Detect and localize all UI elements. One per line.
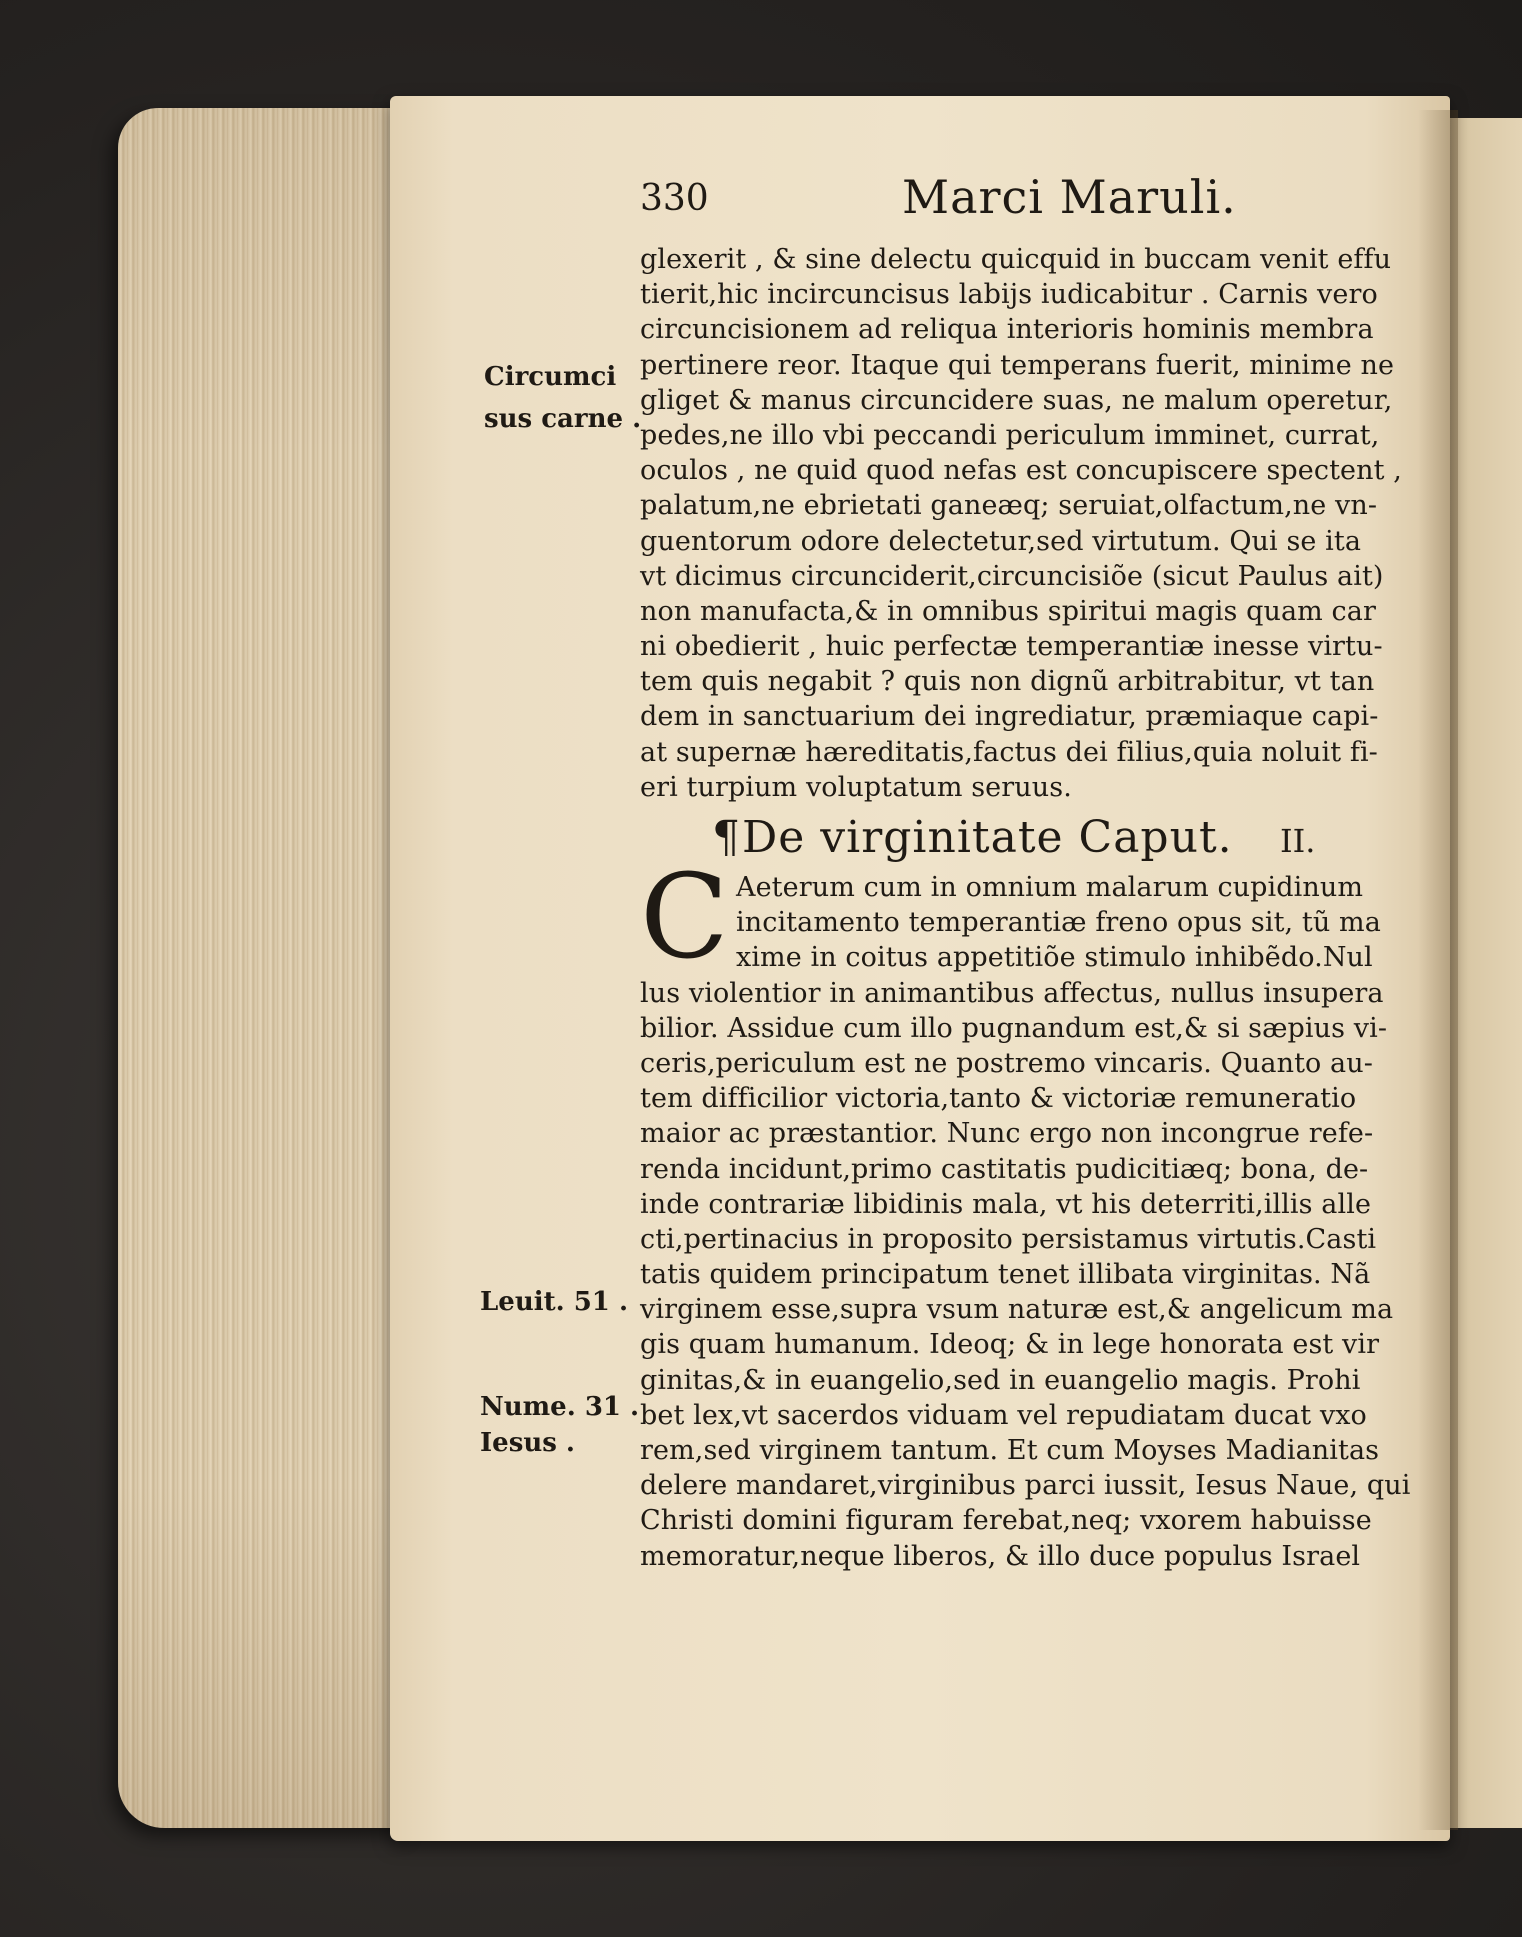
chapter-number: II. bbox=[1280, 822, 1316, 860]
running-head bbox=[640, 170, 1400, 230]
text-line: ginitas,& in euangelio,sed in euangelio magis. Prohi bbox=[640, 1364, 1361, 1396]
text-line: glexerit , & sine delectu quicquid in buccam venit effu bbox=[640, 244, 1392, 275]
text-line: pertinere reor. Itaque qui temperans fuerit, minime ne bbox=[640, 349, 1395, 381]
text-line: xime in coitus appetitiõe stimulo inhibẽdo.Nul bbox=[736, 942, 1373, 974]
text-line: dem in sanctuarium dei ingrediatur, præmiaque capi- bbox=[640, 701, 1379, 733]
margin-note: Nume. 31 . bbox=[480, 1392, 640, 1422]
chapter-heading bbox=[640, 812, 1400, 872]
text-line: tatis quidem principatum tenet illibata virginitas. Nã bbox=[640, 1259, 1371, 1291]
pilcrow-icon: ¶ bbox=[712, 812, 740, 863]
text-line: gis quam humanum. Ideoq; & in lege honorata est vir bbox=[640, 1329, 1380, 1361]
text-line: bilior. Assidue cum illo pugnandum est,& si sæpius vi- bbox=[640, 1012, 1388, 1044]
text-line: cti,pertinacius in proposito persistamus virtutis.Casti bbox=[640, 1223, 1377, 1255]
text-line: virginem esse,supra vsum naturæ est,& angelicum ma bbox=[640, 1294, 1394, 1326]
text-line: Christi domini figuram ferebat,neq; vxorem habuisse bbox=[640, 1505, 1372, 1537]
text-line: maior ac præstantior. Nunc ergo non incongrue refe- bbox=[640, 1118, 1374, 1150]
text-line: circuncisionem ad reliqua interioris hominis membra bbox=[640, 314, 1374, 346]
text-line: at supernæ hæreditatis,factus dei filius,quia noluit fi- bbox=[640, 736, 1378, 768]
text-line: Aeterum cum in omnium malarum cupidinum bbox=[736, 872, 1364, 903]
text-line: tem difficilior victoria,tanto & victoriæ remuneratio bbox=[640, 1083, 1357, 1115]
body-text bbox=[640, 242, 1400, 805]
text-line: eri turpium voluptatum seruus. bbox=[640, 771, 1072, 803]
text-line: tem quis negabit ? quis non dignũ arbitrabitur, vt tan bbox=[640, 666, 1375, 698]
text-line: palatum,ne ebrietati ganeæq; seruiat,olfactum,ne vn- bbox=[640, 490, 1378, 522]
text-line: incitamento temperantiæ freno opus sit, tũ ma bbox=[736, 907, 1381, 939]
text-line: delere mandaret,virginibus parci iussit, Iesus Naue, qui bbox=[640, 1470, 1411, 1502]
text-line: bet lex,vt sacerdos viduam vel repudiatam ducat vxo bbox=[640, 1399, 1367, 1431]
margin-note: Circumci bbox=[484, 362, 617, 392]
text-line: oculos , ne quid quod nefas est concupiscere spectent , bbox=[640, 455, 1402, 487]
text-line: guentorum odore delectetur,sed virtutum. Qui se ita bbox=[640, 525, 1362, 557]
text-line: non manufacta,& in omnibus spiritui magis quam car bbox=[640, 595, 1376, 627]
text-line: vt dicimus circunciderit,circuncisiõe (sicut Paulus ait) bbox=[640, 560, 1384, 592]
margin-note: Iesus . bbox=[480, 1428, 575, 1458]
running-title: Marci Maruli. bbox=[902, 170, 1237, 224]
drop-cap: C bbox=[640, 850, 729, 985]
text-line: tierit,hic incircuncisus labijs iudicabitur . Carnis vero bbox=[640, 279, 1378, 311]
page-number: 330 bbox=[640, 178, 709, 219]
text-line: pedes,ne illo vbi peccandi periculum imminet, currat, bbox=[640, 419, 1380, 451]
text-line: memoratur,neque liberos, & illo duce populus Israel bbox=[640, 1540, 1361, 1572]
chapter-title: De virginitate Caput. bbox=[742, 812, 1233, 863]
gutter-shadow bbox=[1418, 110, 1458, 1830]
book-page-edges bbox=[118, 108, 408, 1828]
text-line: rem,sed virginem tantum. Et cum Moyses Madianitas bbox=[640, 1435, 1380, 1466]
chapter-text bbox=[640, 870, 1411, 1574]
text-line: ni obedierit , huic perfectæ temperantiæ inesse virtu- bbox=[640, 631, 1383, 663]
text-line: ceris,periculum est ne postremo vincaris. Quanto au- bbox=[640, 1047, 1373, 1079]
text-line: lus violentior in animantibus affectus, nullus insupera bbox=[640, 977, 1384, 1009]
margin-note: sus carne . bbox=[484, 404, 642, 434]
margin-note: Leuit. 51 . bbox=[480, 1287, 629, 1317]
text-line: renda incidunt,primo castitatis pudicitiæq; bona, de- bbox=[640, 1153, 1369, 1185]
text-line: inde contrariæ libidinis mala, vt his deterriti,illis alle bbox=[640, 1188, 1372, 1220]
text-line: gliget & manus circuncidere suas, ne malum operetur, bbox=[640, 384, 1393, 416]
